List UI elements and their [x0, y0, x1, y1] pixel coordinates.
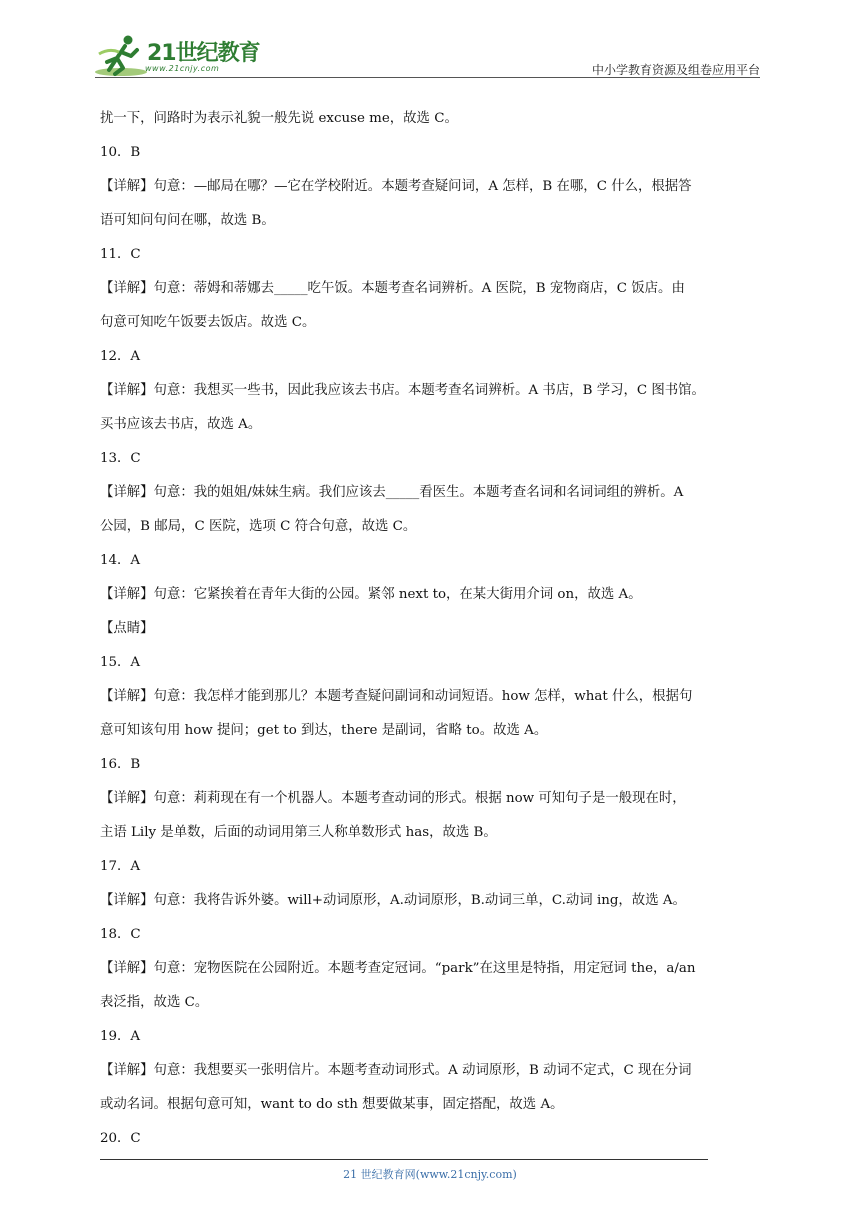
text-line: 【点睛】: [100, 621, 154, 636]
text-line: 公园，B 邮局，C 医院，选项 C 符合句意，故选 C。: [100, 519, 417, 534]
answer-number: 16．B: [100, 757, 141, 772]
answer-number: 20．C: [100, 1131, 141, 1146]
page-header: [95, 30, 760, 80]
text-line: 【详解】句意：宠物医院在公园附近。本题考查定冠词。“park”在这里是特指，用定冠词 the，a/an: [100, 961, 696, 976]
text-line: 意可知该句用 how 提问；get to 到达，there 是副词，省略 to。故选 A。: [100, 723, 548, 738]
text-line: 主语 Lily 是单数，后面的动词用第三人称单数形式 has，故选 B。: [100, 825, 497, 840]
answer-number: 12．A: [100, 349, 141, 364]
answer-number: 15．A: [100, 655, 141, 670]
answer-content: [100, 102, 760, 1156]
answer-number: 18．C: [100, 927, 141, 942]
footer-divider: [100, 1159, 708, 1160]
text-line: 句意可知吃午饭要去饭店。故选 C。: [100, 315, 316, 330]
answer-number: 17．A: [100, 859, 141, 874]
text-line: 【详解】句意：莉莉现在有一个机器人。本题考查动词的形式。根据 now 可知句子是一般现在时，: [100, 791, 686, 806]
text-line: 【详解】句意：—邮局在哪？—它在学校附近。本题考查疑问词，A 怎样，B 在哪，C 什么，根据答: [100, 179, 692, 194]
text-line: 【详解】句意：我怎样才能到那儿？本题考查疑问副词和动词短语。how 怎样，what 什么，根据句: [100, 689, 693, 704]
answer-number: 13．C: [100, 451, 141, 466]
answer-number: 14．A: [100, 553, 141, 568]
site-logo[interactable]: [95, 34, 265, 78]
text-line: 表泛指，故选 C。: [100, 995, 209, 1010]
text-line: 【详解】句意：我想买一些书，因此我应该去书店。本题考查名词辨析。A 书店，B 学习，C 图书馆。: [100, 383, 705, 398]
answer-number: 11．C: [100, 247, 141, 262]
runner-logo-icon: [95, 34, 149, 78]
text-line: 或动名词。根据句意可知，want to do sth 想要做某事，固定搭配，故选 A。: [100, 1097, 564, 1112]
logo-text: 21世纪教育: [147, 41, 260, 66]
text-line: 【详解】句意：我想要买一张明信片。本题考查动词形式。A 动词原形，B 动词不定式，C 现在分词: [100, 1063, 692, 1078]
text-line: 【详解】句意：我的姐姐/妹妹生病。我们应该去_____看医生。本题考查名词和名词词组的辨析。A: [100, 485, 684, 500]
text-line: 【详解】句意：蒂姆和蒂娜去_____吃午饭。本题考查名词辨析。A 医院，B 宠物商店，C 饭店。由: [100, 281, 685, 296]
text-line: 【详解】句意：我将告诉外婆。will+动词原形，A.动词原形，B.动词三单，C.动词 ing，故选 A。: [100, 893, 686, 908]
text-line: 买书应该去书店，故选 A。: [100, 417, 262, 432]
text-line: 语可知问句问在哪，故选 B。: [100, 213, 275, 228]
text-line: 【详解】句意：它紧挨着在青年大街的公园。紧邻 next to，在某大街用介词 on，故选 A。: [100, 587, 642, 602]
footer-link[interactable]: 21 世纪教育网(www.21cnjy.com): [343, 1168, 517, 1181]
answer-number: 19．A: [100, 1029, 141, 1044]
logo-url: www.21cnjy.com: [145, 64, 220, 73]
answer-number: 10．B: [100, 145, 141, 160]
header-divider: [95, 77, 760, 78]
text-line: 扰一下，问路时为表示礼貌一般先说 excuse me，故选 C。: [100, 111, 458, 126]
platform-name: 中小学教育资源及组卷应用平台: [591, 63, 760, 77]
